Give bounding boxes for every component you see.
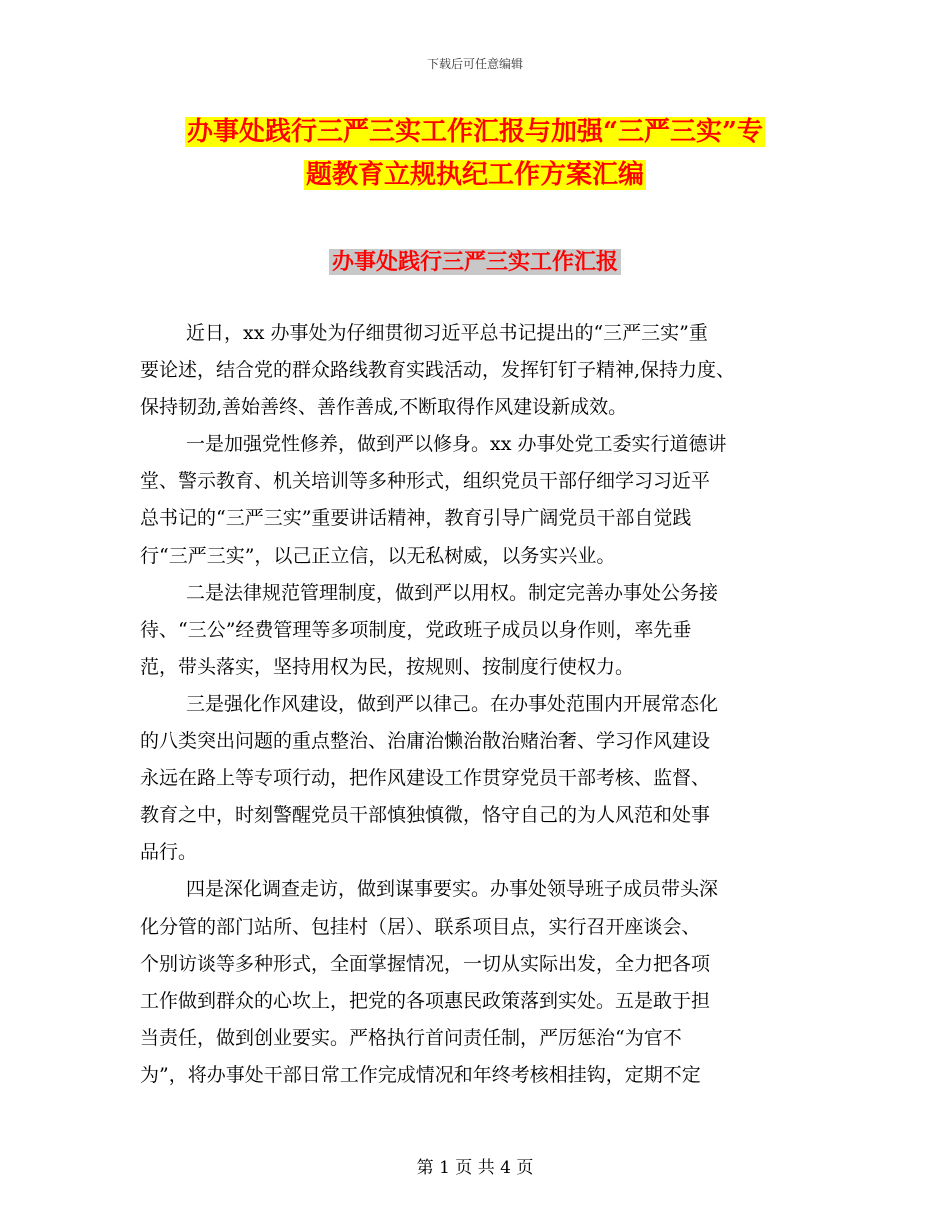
body-text <box>140 315 815 1094</box>
section-heading-text: 办事处践行三严三实工作汇报 <box>329 249 621 275</box>
text-line: 品行。 <box>140 841 198 864</box>
paragraph-3 <box>140 575 815 686</box>
document-title-line-2-text: 题教育立规执纪工作方案汇编 <box>305 160 644 190</box>
paragraph-5 <box>140 871 815 1094</box>
paragraph-2 <box>140 426 815 574</box>
document-title-line-1-text: 办事处践行三严三实工作汇报与加强“三严三实”专 <box>187 117 763 147</box>
text-line: 范，带头落实，坚持用权为民，按规则、按制度行使权力。 <box>140 655 635 678</box>
paragraph-1 <box>140 315 815 426</box>
text-line: 行“三严三实”，以己正立信，以无私树威，以务实兴业。 <box>140 544 616 567</box>
document-title-line-2 <box>0 155 950 195</box>
text-line: 总书记的“三严三实”重要讲话精神，教育引导广阔党员干部自觉践 <box>140 507 692 530</box>
text-line: 三是强化作风建设，做到严以律己。在办事处范围内开展常态化 <box>186 692 719 715</box>
text-line: 四是深化调查走访，做到谋事要实。办事处领导班子成员带头深 <box>186 878 719 901</box>
text-line: 待、“三公”经费管理等多项制度，党政班子成员以身作则，率先垂 <box>140 618 692 641</box>
page-footer: 第 1 页 共 4 页 <box>416 1158 534 1178</box>
text-line: 要论述，结合党的群众路线教育实践活动，发挥钉钉子精神,保持力度、 <box>140 359 736 382</box>
paragraph-4 <box>140 686 815 871</box>
document-title-line-1 <box>0 112 950 152</box>
text-line: 保持韧劲,善始善终、善作善成,不断取得作风建设新成效。 <box>140 396 628 419</box>
text-line: 永远在路上等专项行动，把作风建设工作贯穿党员干部考核、监督、 <box>140 767 711 790</box>
text-line: 为”，将办事处干部日常工作完成情况和年终考核相挂钩，定期不定 <box>140 1063 701 1086</box>
text-line: 工作做到群众的心坎上，把党的各项惠民政策落到实处。五是敢于担 <box>140 989 711 1012</box>
text-line: 教育之中，时刻警醒党员干部慎独慎微，恪守自己的为人风范和处事 <box>140 804 711 827</box>
text-line: 个别访谈等多种形式，全面掌握情况，一切从实际出发，全力把各项 <box>140 952 711 975</box>
text-line: 化分管的部门站所、包挂村（居）、联系项目点，实行召开座谈会、 <box>140 915 701 938</box>
text-line: 近日，xx 办事处为仔细贯彻习近平总书记提出的“三严三实”重 <box>186 322 708 344</box>
section-heading <box>0 245 950 279</box>
header-note: 下载后可任意编辑 <box>426 57 523 71</box>
text-line: 一是加强党性修养，做到严以修身。xx 办事处党工委实行道德讲 <box>186 433 727 456</box>
text-line: 的八类突出问题的重点整治、治庸治懒治散治赌治奢、学习作风建设 <box>140 730 711 753</box>
text-line: 堂、警示教育、机关培训等多种形式，组织党员干部仔细学习习近平 <box>140 470 711 493</box>
text-line: 二是法律规范管理制度，做到严以用权。制定完善办事处公务接 <box>186 581 719 604</box>
text-line: 当责任，做到创业要实。严格执行首问责任制，严厉惩治“为官不 <box>140 1026 682 1049</box>
